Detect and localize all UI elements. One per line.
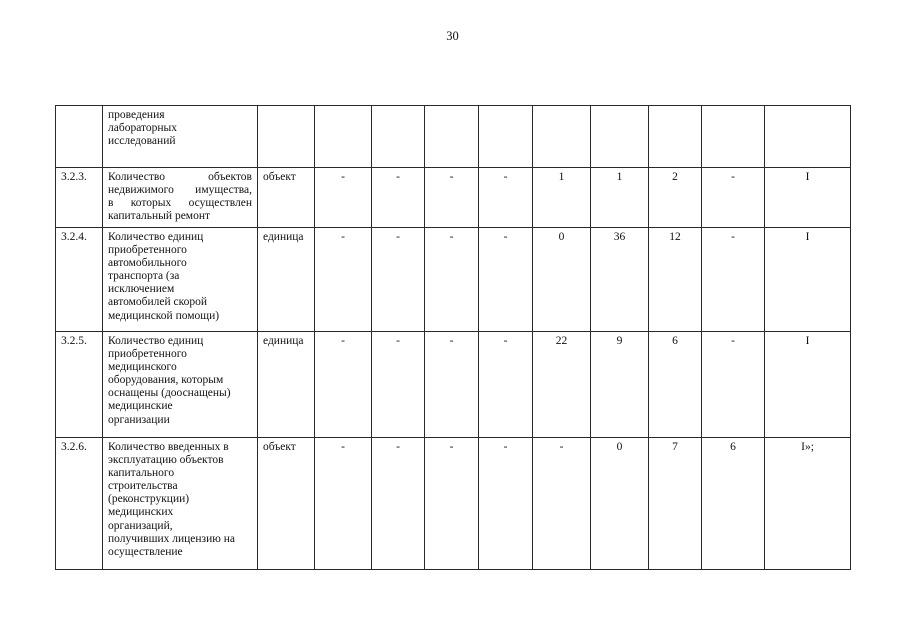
- value-cell: -: [315, 332, 372, 438]
- value-cell: [649, 106, 702, 168]
- value-cell: [533, 106, 591, 168]
- value-cell: 0: [533, 228, 591, 332]
- value-cell: [479, 106, 533, 168]
- value-cell: -: [372, 332, 425, 438]
- indicator-name-line: эксплуатацию объектов: [108, 454, 224, 467]
- value-cell: 0: [591, 438, 649, 570]
- indicator-name-line: Количество введенных в: [108, 441, 229, 453]
- value-cell: -: [479, 438, 533, 570]
- row-number-cell: 3.2.3.: [56, 168, 103, 228]
- unit-cell: единица: [258, 332, 315, 438]
- table-row: [56, 332, 851, 438]
- value-cell: 1: [591, 168, 649, 228]
- value-cell: 6: [702, 438, 765, 570]
- value-cell: 9: [591, 332, 649, 438]
- indicator-name-line: недвижимого имущества,: [108, 184, 252, 197]
- value-cell: 1: [533, 168, 591, 228]
- value-cell: -: [702, 168, 765, 228]
- level-cell: I: [765, 332, 851, 438]
- value-cell: [372, 106, 425, 168]
- table-row: [56, 106, 851, 168]
- unit-cell: объект: [258, 168, 315, 228]
- value-cell: -: [479, 228, 533, 332]
- indicator-name-cell: [103, 106, 258, 168]
- indicator-name-cell: [103, 228, 258, 332]
- row-number-cell: [56, 106, 103, 168]
- value-cell: -: [702, 332, 765, 438]
- value-cell: -: [425, 438, 479, 570]
- indicator-name-line: в которых осуществлен: [108, 197, 252, 210]
- indicator-name-line: приобретенного: [108, 348, 187, 361]
- indicator-name-line: транспорта (за: [108, 270, 180, 283]
- value-cell: -: [372, 228, 425, 332]
- table-row: [56, 228, 851, 332]
- value-cell: [315, 106, 372, 168]
- value-cell: -: [425, 332, 479, 438]
- indicator-name-line: исключением: [108, 283, 175, 296]
- indicator-name-cell: [103, 438, 258, 570]
- indicator-name-line: (реконструкции): [108, 493, 190, 506]
- value-cell: 36: [591, 228, 649, 332]
- indicator-name-line: получивших лицензию на: [108, 532, 235, 545]
- value-cell: [702, 106, 765, 168]
- value-cell: 6: [649, 332, 702, 438]
- value-cell: -: [315, 168, 372, 228]
- indicator-name-line: медицинские: [108, 400, 173, 413]
- indicator-name-line: капитальный ремонт: [108, 210, 211, 223]
- indicator-name-line: Количество единиц: [108, 335, 204, 347]
- table-row: [56, 168, 851, 228]
- value-cell: -: [533, 438, 591, 570]
- indicator-name-line: автомобильного: [108, 257, 187, 270]
- value-cell: 22: [533, 332, 591, 438]
- value-cell: -: [479, 332, 533, 438]
- level-cell: I: [765, 228, 851, 332]
- value-cell: -: [702, 228, 765, 332]
- unit-cell: объект: [258, 438, 315, 570]
- indicator-name-line: медицинской помощи): [108, 309, 220, 322]
- unit-cell: [258, 106, 315, 168]
- value-cell: -: [479, 168, 533, 228]
- indicator-name-line: организаций,: [108, 519, 173, 532]
- indicator-name-line: оборудования, которым: [108, 374, 224, 387]
- value-cell: [425, 106, 479, 168]
- indicator-name-line: организации: [108, 413, 170, 426]
- indicator-name-line: строительства: [108, 480, 178, 493]
- value-cell: -: [425, 228, 479, 332]
- value-cell: 2: [649, 168, 702, 228]
- level-cell: I: [765, 168, 851, 228]
- row-number-cell: 3.2.4.: [56, 228, 103, 332]
- indicator-name-line: Количество объектов: [108, 171, 252, 183]
- table-row: [56, 438, 851, 570]
- indicator-name-line: медицинских: [108, 506, 174, 519]
- indicator-name-line: осуществление: [108, 545, 183, 558]
- value-cell: 12: [649, 228, 702, 332]
- value-cell: -: [315, 228, 372, 332]
- indicator-name-line: медицинского: [108, 361, 177, 374]
- indicator-name-line: приобретенного: [108, 244, 187, 257]
- value-cell: -: [425, 168, 479, 228]
- value-cell: 7: [649, 438, 702, 570]
- indicator-name-line: проведения: [108, 109, 165, 121]
- table-body: [56, 106, 851, 570]
- indicator-name-line: лабораторных: [108, 122, 178, 135]
- indicator-name-cell: [103, 168, 258, 228]
- indicator-name-line: исследований: [108, 135, 176, 148]
- value-cell: [591, 106, 649, 168]
- indicator-table: [55, 105, 851, 570]
- page-number: 30: [446, 29, 459, 43]
- row-number-cell: 3.2.6.: [56, 438, 103, 570]
- level-cell: [765, 106, 851, 168]
- value-cell: -: [315, 438, 372, 570]
- row-number-cell: 3.2.5.: [56, 332, 103, 438]
- level-cell: I»;: [765, 438, 851, 570]
- indicator-name-line: оснащены (дооснащены): [108, 387, 231, 400]
- indicator-name-cell: [103, 332, 258, 438]
- value-cell: -: [372, 168, 425, 228]
- unit-cell: единица: [258, 228, 315, 332]
- indicator-name-line: Количество единиц: [108, 231, 204, 243]
- value-cell: -: [372, 438, 425, 570]
- indicator-name-line: автомобилей скорой: [108, 296, 208, 309]
- indicator-name-line: капитального: [108, 467, 175, 480]
